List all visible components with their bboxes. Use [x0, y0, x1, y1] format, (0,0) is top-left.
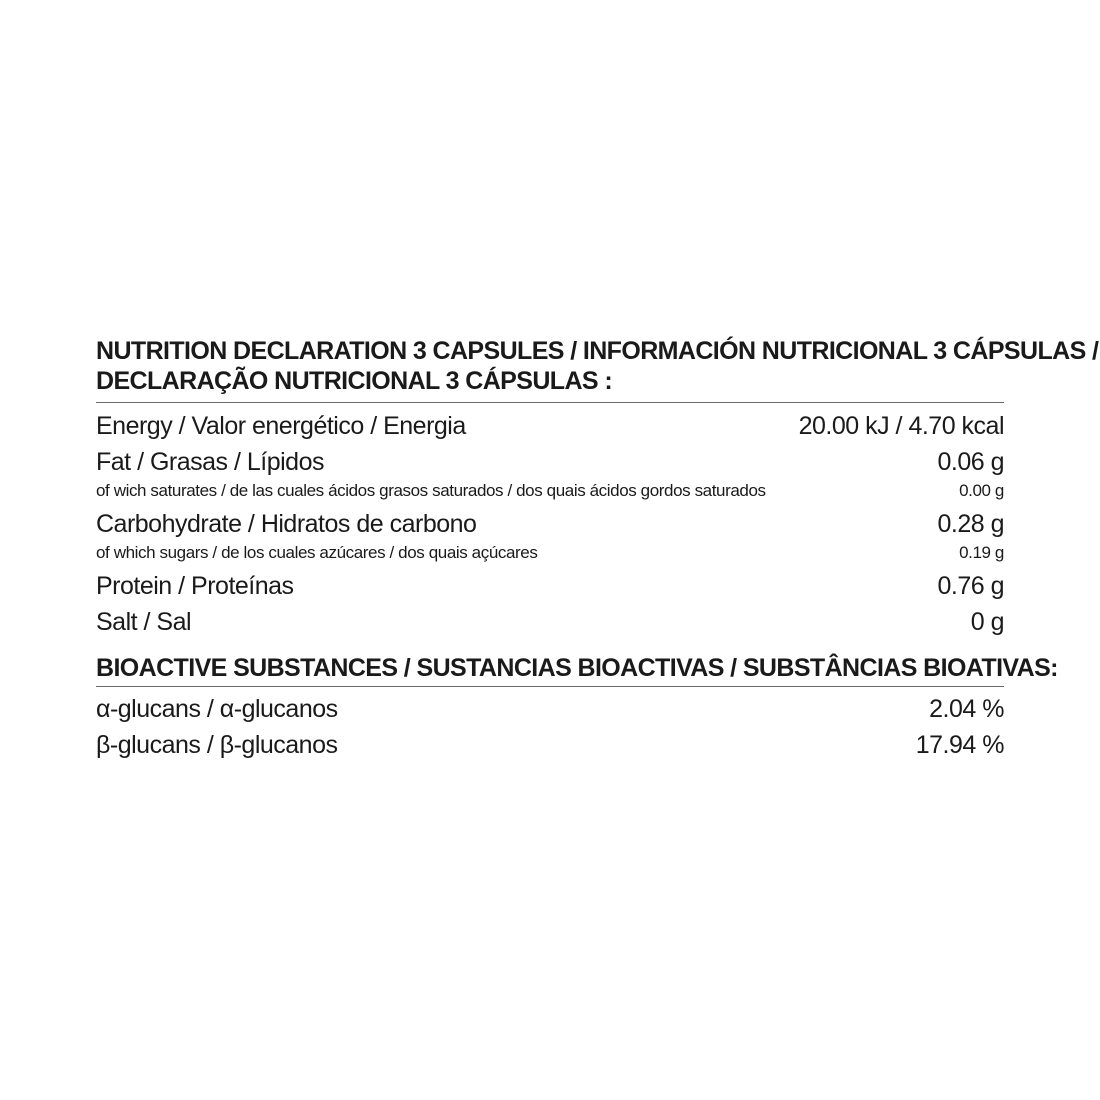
nutrient-label: Fat / Grasas / Lípidos [96, 448, 324, 476]
nutrient-value: 0.28 g [937, 510, 1004, 538]
nutrient-row-saturates [96, 480, 1004, 506]
bioactive-table [96, 687, 1004, 763]
nutrient-label: Salt / Sal [96, 608, 192, 636]
nutrient-row-sugars [96, 542, 1004, 568]
nutrient-label: Protein / Proteínas [96, 572, 294, 600]
nutrient-value: 0.76 g [937, 572, 1004, 600]
bioactive-label: α-glucans / α-glucanos [96, 695, 338, 723]
nutrition-heading-line-1: NUTRITION DECLARATION 3 CAPSULES / INFORMACIÓN NUTRICIONAL 3 CÁPSULAS / [96, 337, 1099, 365]
bioactive-row-beta-glucans [96, 727, 1004, 763]
nutrient-value: 0.00 g [959, 481, 1004, 500]
nutrition-label [96, 336, 1099, 763]
nutrient-row-carbohydrate [96, 506, 1004, 542]
nutrient-value: 20.00 kJ / 4.70 kcal [798, 412, 1004, 440]
bioactive-heading: BIOACTIVE SUBSTANCES / SUSTANCIAS BIOACTIVAS / SUBSTÂNCIAS BIOATIVAS: [96, 654, 1058, 682]
nutrient-label: of which sugars / de los cuales azúcares / dos quais açúcares [96, 543, 538, 562]
nutrient-row-energy [96, 408, 1004, 444]
nutrient-row-fat [96, 444, 1004, 480]
nutrient-value: 0 g [970, 608, 1004, 636]
bioactive-value: 17.94 % [915, 731, 1004, 759]
nutrient-value: 0.19 g [959, 543, 1004, 562]
nutrient-label: Carbohydrate / Hidratos de carbono [96, 510, 477, 538]
nutrient-row-salt [96, 604, 1004, 640]
nutrient-row-protein [96, 568, 1004, 604]
nutrient-label: Energy / Valor energético / Energia [96, 412, 466, 440]
nutrient-label: of wich saturates / de las cuales ácidos grasos saturados / dos quais ácidos gordos saturados [96, 481, 766, 500]
bioactive-value: 2.04 % [929, 695, 1004, 723]
nutrient-table [96, 403, 1004, 640]
bioactive-label: β-glucans / β-glucanos [96, 731, 338, 759]
nutrient-value: 0.06 g [937, 448, 1004, 476]
nutrition-heading [96, 336, 1099, 402]
nutrition-heading-line-2: DECLARAÇÃO NUTRICIONAL 3 CÁPSULAS : [96, 367, 613, 395]
bioactive-row-alpha-glucans [96, 691, 1004, 727]
